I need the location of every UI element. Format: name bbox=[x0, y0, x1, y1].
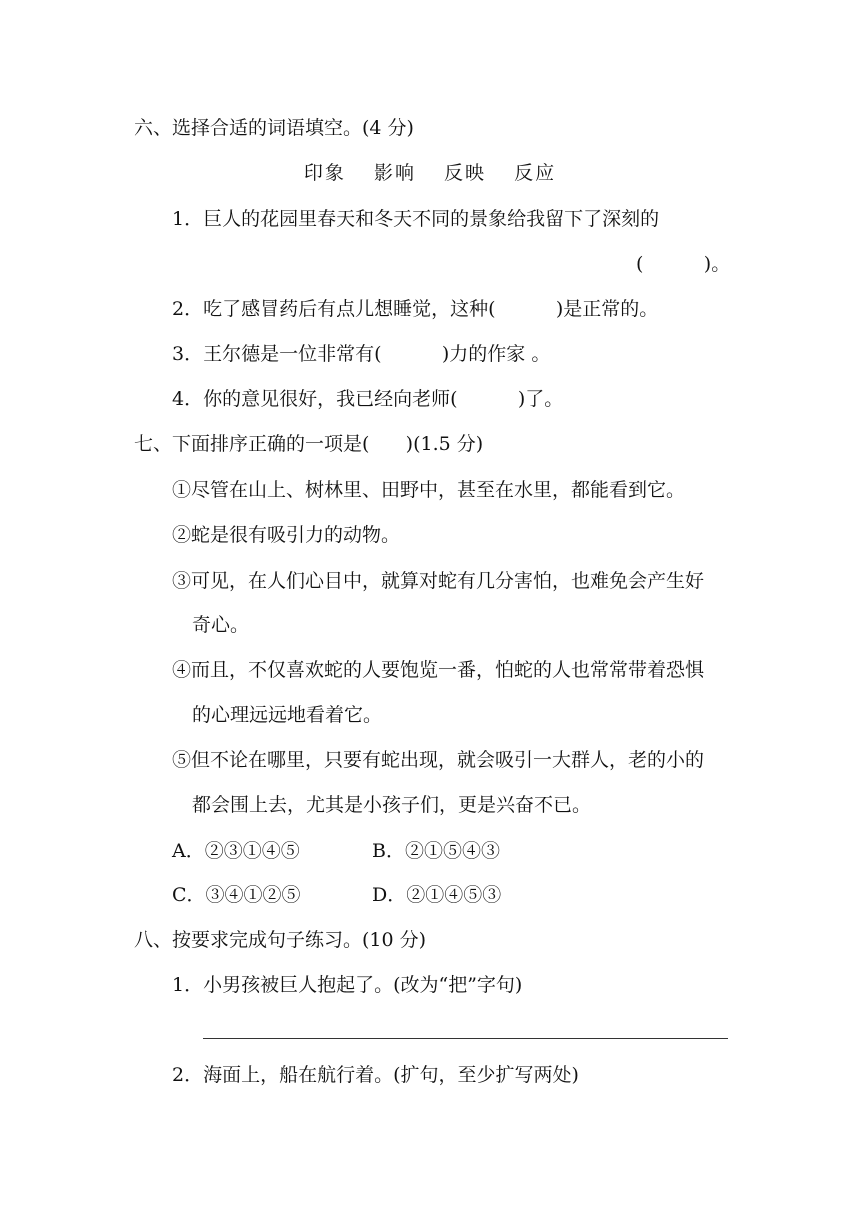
sentence-4: ④而且，不仅喜欢蛇的人要饱览一番，怕蛇的人也常常带着恐惧 bbox=[172, 659, 705, 681]
question-6-1-blank: ( )。 bbox=[636, 253, 731, 275]
question-6-1: 1．巨人的花园里春天和冬天不同的景象给我留下了深刻的 bbox=[172, 208, 660, 230]
section-7-title: 七、下面排序正确的一项是( )(1.5 分) bbox=[134, 433, 484, 455]
sentence-1: ①尽管在山上、树林里、田野中，甚至在水里，都能看到它。 bbox=[172, 479, 686, 501]
answer-line[interactable] bbox=[203, 1038, 728, 1039]
sentence-3-cont: 奇心。 bbox=[192, 614, 250, 636]
sentence-5: ⑤但不论在哪里，只要有蛇出现，就会吸引一大群人，老的小的 bbox=[172, 749, 705, 771]
option-c[interactable]: C．③④①②⑤ bbox=[172, 884, 301, 906]
sentence-5-cont: 都会围上去，尤其是小孩子们，更是兴奋不已。 bbox=[192, 794, 592, 816]
question-6-2: 2．吃了感冒药后有点儿想睡觉，这种( )是正常的。 bbox=[172, 298, 659, 320]
word-option: 反映 bbox=[444, 162, 487, 184]
word-option: 反应 bbox=[514, 162, 557, 184]
option-b[interactable]: B．②①⑤④③ bbox=[372, 840, 500, 862]
option-a[interactable]: A．②③①④⑤ bbox=[172, 840, 300, 862]
section-6-title: 六、选择合适的词语填空。(4 分) bbox=[134, 117, 414, 139]
sentence-2: ②蛇是很有吸引力的动物。 bbox=[172, 524, 401, 546]
question-8-1: 1．小男孩被巨人抱起了。(改为“把”字句) bbox=[172, 974, 523, 996]
word-bank bbox=[0, 160, 860, 186]
section-8-title: 八、按要求完成句子练习。(10 分) bbox=[134, 929, 427, 951]
sentence-3: ③可见，在人们心目中，就算对蛇有几分害怕，也难免会产生好 bbox=[172, 570, 705, 592]
word-option: 印象 bbox=[303, 162, 346, 184]
sentence-4-cont: 的心理远远地看着它。 bbox=[192, 704, 383, 726]
word-option: 影响 bbox=[373, 162, 416, 184]
option-d[interactable]: D．②①④⑤③ bbox=[372, 884, 502, 906]
question-6-4: 4．你的意见很好，我已经向老师( )了。 bbox=[172, 388, 564, 410]
question-8-2: 2．海面上，船在航行着。(扩句，至少扩写两处) bbox=[172, 1064, 579, 1086]
question-6-3: 3．王尔德是一位非常有( )力的作家 。 bbox=[172, 343, 551, 365]
